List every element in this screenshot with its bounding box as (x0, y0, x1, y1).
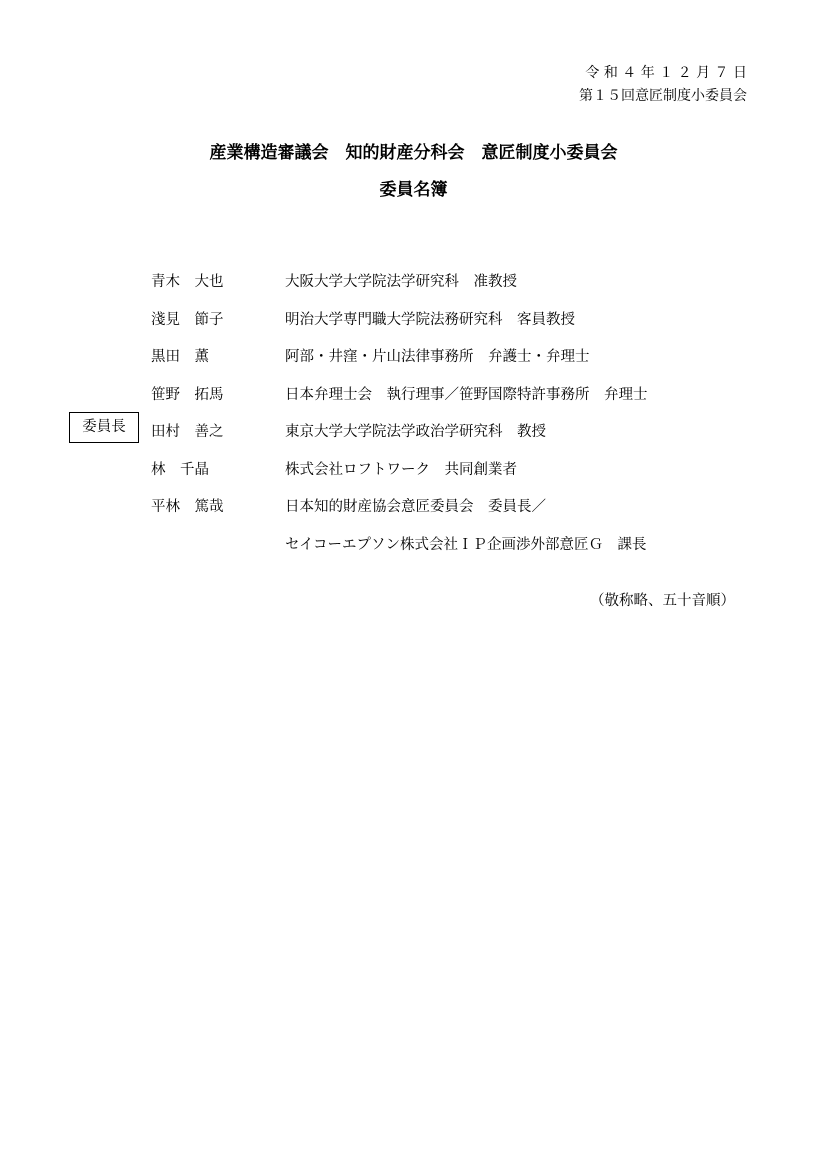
member-affiliation: 阿部・井窪・片山法律事務所 弁護士・弁理士 (285, 349, 590, 365)
honorific-note: （敬称略、五十音順） (590, 593, 735, 609)
member-row (0, 487, 827, 525)
member-name: 平林 篤哉 (151, 499, 224, 515)
member-affiliation: 大阪大学大学院法学研究科 准教授 (285, 274, 517, 290)
member-row-chair (0, 412, 827, 450)
member-list (0, 262, 827, 562)
member-name: 林 千晶 (151, 461, 209, 478)
member-row (0, 262, 827, 300)
member-name: 青木 大也 (151, 274, 224, 290)
member-name: 淺見 節子 (151, 311, 224, 328)
member-row (0, 450, 827, 488)
document-title: 産業構造審議会 知的財産分科会 意匠制度小委員会 (209, 143, 618, 163)
member-row (0, 337, 827, 375)
member-name: 田村 善之 (151, 424, 224, 440)
member-affiliation: 東京大学大学院法学政治学研究科 教授 (285, 424, 546, 440)
member-affiliation: 日本弁理士会 執行理事／笹野国際特許事務所 弁理士 (285, 386, 648, 403)
member-row-continued (0, 525, 827, 563)
member-affiliation: 明治大学専門職大学院法務研究科 客員教授 (285, 311, 575, 328)
member-affiliation: 日本知的財産協会意匠委員会 委員長／ (285, 499, 546, 515)
document-date: 令 和 ４ 年 １ ２ 月 ７ 日 (585, 65, 747, 81)
member-row (0, 375, 827, 413)
member-name: 笹野 拓馬 (151, 386, 224, 403)
member-affiliation: セイコーエプソン株式会社ＩＰ企画渉外部意匠Ｇ 課長 (285, 536, 647, 553)
member-name: 黒田 薫 (151, 349, 209, 365)
chair-badge: 委員長 (69, 412, 139, 443)
document-subtitle: 委員名簿 (379, 180, 448, 200)
meeting-name: 第１５回意匠制度小委員会 (579, 88, 747, 104)
document-header (579, 62, 747, 108)
member-row (0, 300, 827, 338)
member-affiliation: 株式会社ロフトワーク 共同創業者 (285, 461, 517, 478)
